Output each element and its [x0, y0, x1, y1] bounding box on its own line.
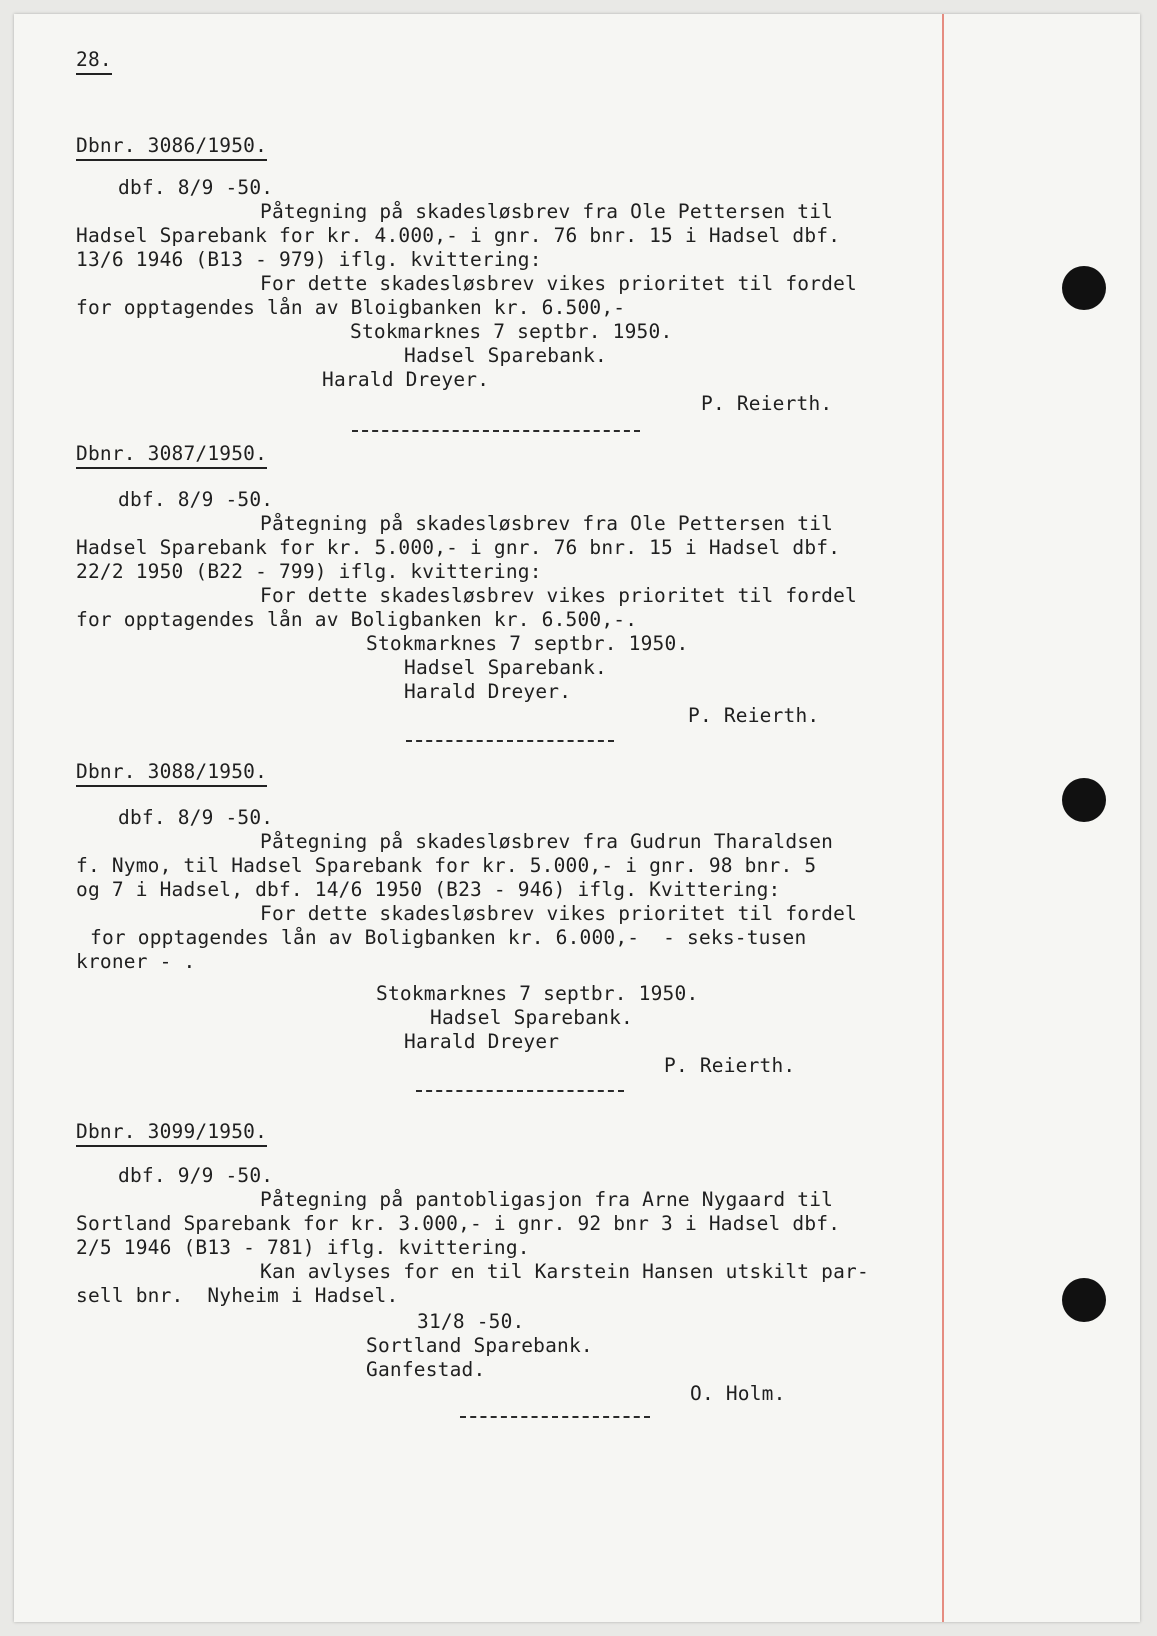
entry-line: for opptagendes lån av Bloigbanken kr. 6.500,-	[76, 296, 626, 319]
punch-hole-middle	[1062, 778, 1106, 822]
signature-name: Harald Dreyer	[404, 1030, 560, 1053]
signature-name: Harald Dreyer.	[404, 680, 572, 703]
entry-dbf-date: dbf. 8/9 -50.	[118, 488, 274, 511]
punch-hole-bottom	[1062, 1278, 1106, 1322]
entry-line: kroner - .	[76, 950, 196, 973]
ledger-page	[14, 14, 1140, 1622]
entry-line: Hadsel Sparebank for kr. 4.000,- i gnr. 76 bnr. 15 i Hadsel dbf.	[76, 224, 841, 247]
entry-dbf-date: dbf. 8/9 -50.	[118, 806, 274, 829]
margin-rule	[942, 14, 944, 1622]
entry-line: f. Nymo, til Hadsel Sparebank for kr. 5.000,- i gnr. 98 bnr. 5	[76, 854, 817, 877]
punch-hole-top	[1062, 266, 1106, 310]
signature-bank: Hadsel Sparebank.	[404, 344, 607, 367]
signature-bank: Hadsel Sparebank.	[430, 1006, 633, 1029]
entry-line: Påtegning på skadesløsbrev fra Gudrun Tharaldsen	[260, 830, 834, 853]
entry-separator	[352, 430, 640, 432]
signature-place-date: Stokmarknes 7 septbr. 1950.	[366, 632, 689, 655]
signature-name: P. Reierth.	[701, 392, 833, 415]
signature-name: O. Holm.	[690, 1382, 786, 1405]
entry-line: 22/2 1950 (B22 - 799) iflg. kvittering:	[76, 560, 542, 583]
entry-line: 13/6 1946 (B13 - 979) iflg. kvittering:	[76, 248, 542, 271]
signature-name: Ganfestad.	[366, 1358, 486, 1381]
page-number: 28.	[76, 48, 112, 75]
entry-line: for opptagendes lån av Boligbanken kr. 6.000,- - seks-tusen	[90, 926, 807, 949]
signature-bank: Sortland Sparebank.	[366, 1334, 593, 1357]
signature-name: P. Reierth.	[664, 1054, 796, 1077]
entry-separator	[416, 1090, 624, 1092]
entry-heading: Dbnr. 3087/1950.	[76, 442, 267, 469]
entry-line: For dette skadesløsbrev vikes prioritet til fordel	[260, 902, 857, 925]
entry-line: For dette skadesløsbrev vikes prioritet til fordel	[260, 584, 857, 607]
entry-separator	[460, 1416, 650, 1418]
entry-line: for opptagendes lån av Boligbanken kr. 6.500,-.	[76, 608, 638, 631]
entry-line: sell bnr. Nyheim i Hadsel.	[76, 1284, 399, 1307]
signature-place-date: Stokmarknes 7 septbr. 1950.	[376, 982, 699, 1005]
entry-heading: Dbnr. 3088/1950.	[76, 760, 267, 787]
signature-bank: Hadsel Sparebank.	[404, 656, 607, 679]
signature-place-date: Stokmarknes 7 septbr. 1950.	[350, 320, 673, 343]
entry-line: Sortland Sparebank for kr. 3.000,- i gnr. 92 bnr 3 i Hadsel dbf.	[76, 1212, 841, 1235]
entry-line: Hadsel Sparebank for kr. 5.000,- i gnr. 76 bnr. 15 i Hadsel dbf.	[76, 536, 841, 559]
entry-line: Påtegning på pantobligasjon fra Arne Nygaard til	[260, 1188, 834, 1211]
entry-separator	[406, 740, 614, 742]
entry-heading: Dbnr. 3086/1950.	[76, 134, 267, 161]
entry-line: Påtegning på skadesløsbrev fra Ole Pettersen til	[260, 512, 834, 535]
entry-line: For dette skadesløsbrev vikes prioritet til fordel	[260, 272, 857, 295]
entry-line: og 7 i Hadsel, dbf. 14/6 1950 (B23 - 946) iflg. Kvittering:	[76, 878, 781, 901]
entry-heading: Dbnr. 3099/1950.	[76, 1120, 267, 1147]
entry-dbf-date: dbf. 8/9 -50.	[118, 176, 274, 199]
entry-line: Påtegning på skadesløsbrev fra Ole Pettersen til	[260, 200, 834, 223]
signature-name: Harald Dreyer.	[322, 368, 490, 391]
entry-line: 2/5 1946 (B13 - 781) iflg. kvittering.	[76, 1236, 530, 1259]
signature-date: 31/8 -50.	[417, 1310, 525, 1333]
signature-name: P. Reierth.	[688, 704, 820, 727]
entry-line: Kan avlyses for en til Karstein Hansen utskilt par-	[260, 1260, 869, 1283]
entry-dbf-date: dbf. 9/9 -50.	[118, 1164, 274, 1187]
